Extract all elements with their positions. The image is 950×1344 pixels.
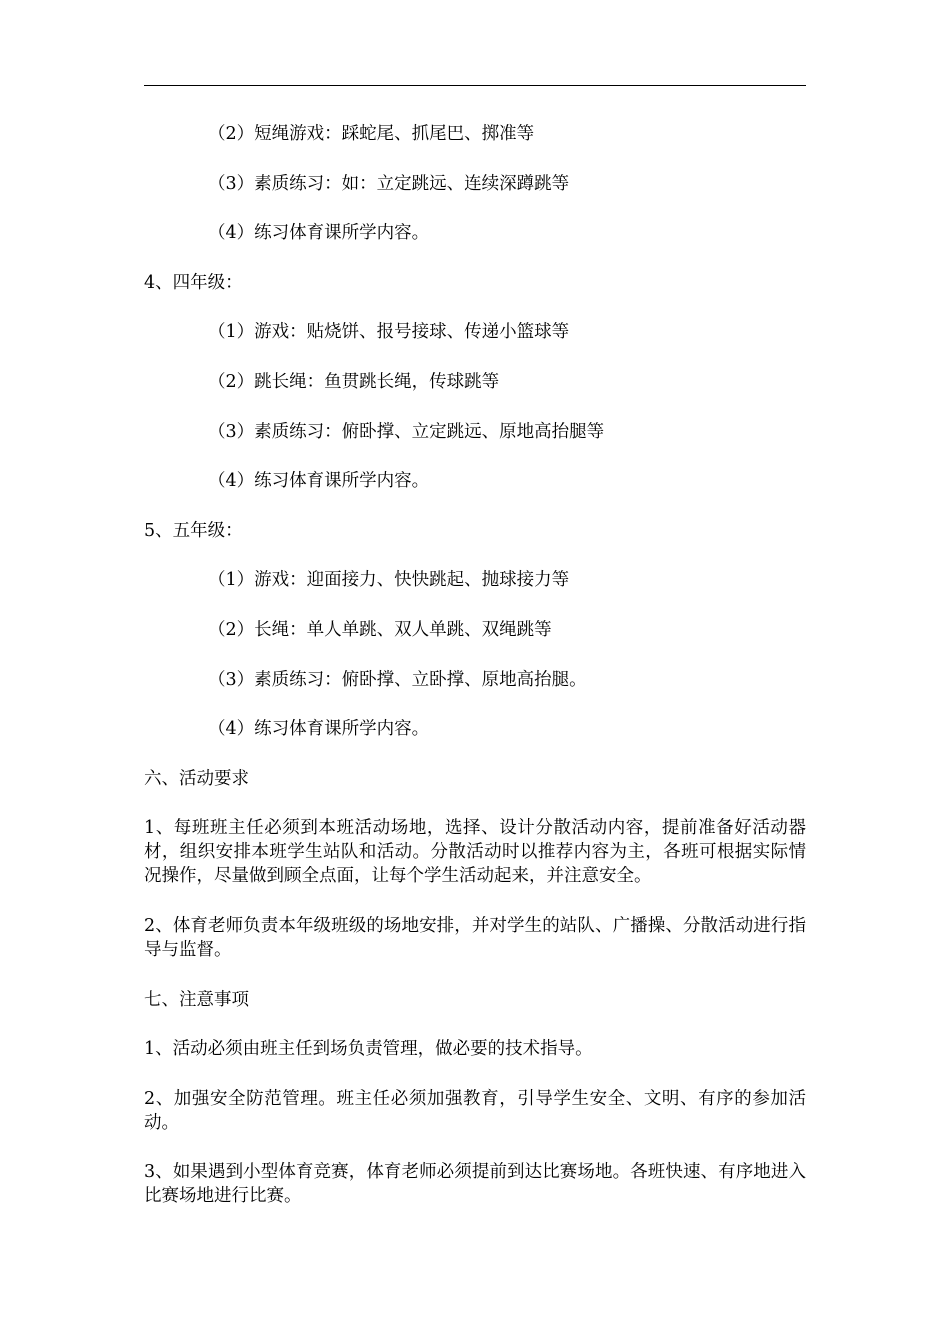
section-heading-requirements: 六、活动要求 [144, 768, 249, 789]
list-item-grade4-fitness: （3）素质练习：俯卧撑、立定跳远、原地高抬腿等 [208, 421, 605, 442]
list-item-grade3-fitness: （3）素质练习：如：立定跳远、连续深蹲跳等 [208, 173, 570, 194]
list-item-grade4-games: （1）游戏：贴烧饼、报号接球、传递小篮球等 [208, 322, 570, 343]
heading-grade5: 5、五年级： [144, 520, 243, 541]
requirement-paragraph-2: 2、体育老师负责本年级班级的场地安排，并对学生的站队、广播操、分散活动进行指导与监督。 [144, 915, 806, 960]
header-rule [144, 85, 806, 86]
note-paragraph-2: 2、加强安全防范管理。班主任必须加强教育，引导学生安全、文明、有序的参加活动。 [144, 1088, 806, 1133]
note-paragraph-1: 1、活动必须由班主任到场负责管理，做必要的技术指导。 [144, 1039, 593, 1060]
section-heading-notes: 七、注意事项 [144, 989, 249, 1010]
note-paragraph-3: 3、如果遇到小型体育竞赛，体育老师必须提前到达比赛场地。各班快速、有序地进入比赛场地进行比赛。 [144, 1162, 806, 1207]
document-body [144, 122, 806, 1234]
list-item-grade5-fitness: （3）素质练习：俯卧撑、立卧撑、原地高抬腿。 [208, 669, 587, 690]
list-item-grade4-pe-content: （4）练习体育课所学内容。 [208, 471, 430, 492]
list-item-grade5-pe-content: （4）练习体育课所学内容。 [208, 719, 430, 740]
heading-grade4: 4、四年级： [144, 272, 243, 293]
list-item-grade4-long-rope: （2）跳长绳：鱼贯跳长绳，传球跳等 [208, 371, 500, 392]
list-item-grade5-long-rope: （2）长绳：单人单跳、双人单跳、双绳跳等 [208, 619, 552, 640]
list-item-grade5-games: （1）游戏：迎面接力、快快跳起、抛球接力等 [208, 570, 570, 591]
requirement-paragraph-1: 1、每班班主任必须到本班活动场地，选择、设计分散活动内容，提前准备好活动器材，组织安排本班学生站队和活动。分散活动时以推荐内容为主，各班可根据实际情况操作，尽量做到顾全点面，让每个学生活动起来，并注意安全。 [144, 818, 806, 887]
list-item-grade3-short-rope: （2）短绳游戏：踩蛇尾、抓尾巴、掷准等 [208, 124, 535, 144]
list-item-grade3-pe-content: （4）练习体育课所学内容。 [208, 223, 430, 244]
